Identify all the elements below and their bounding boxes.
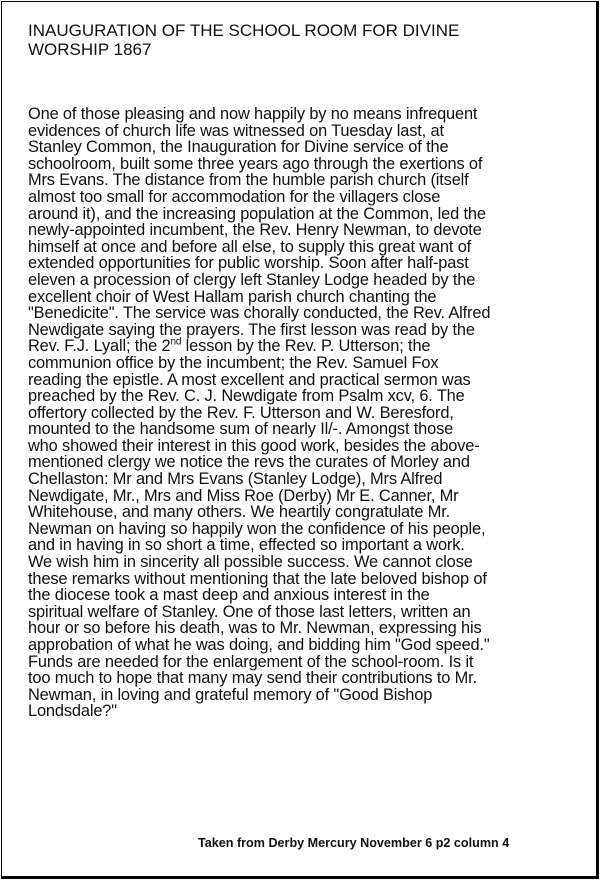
body-line-part: lesson by the Rev. P. Utterson; the bbox=[181, 337, 431, 356]
article-body bbox=[28, 106, 584, 720]
body-line: mounted to the handsome sum of nearly Il/-. Amongst those bbox=[28, 420, 454, 439]
body-line: excellent choir of West Hallam parish church chanting the bbox=[28, 287, 437, 306]
body-line: We wish him in sincerity all possible success. We cannot close bbox=[28, 553, 473, 572]
body-line: One of those pleasing and now happily by no means infrequent bbox=[28, 105, 478, 123]
body-line: too much to hope that many may send their contributions to Mr. bbox=[28, 669, 477, 688]
body-line: "Benedicite". The service was chorally conducted, the Rev. Alfred bbox=[28, 304, 491, 323]
body-line: spiritual welfare of Stanley. One of those last letters, written an bbox=[28, 602, 471, 621]
body-line: extended opportunities for public worship. Soon after half-past bbox=[28, 254, 469, 273]
title-line-1: INAUGURATION OF THE SCHOOL ROOM FOR DIVINE bbox=[28, 21, 460, 40]
body-line: Funds are needed for the enlargement of the school-room. Is it bbox=[28, 652, 474, 671]
body-line: offertory collected by the Rev. F. Utterson and W. Beresford, bbox=[28, 403, 454, 422]
body-line: himself at once and before all else, to supply this great want of bbox=[28, 237, 472, 256]
body-line: Newman, in loving and grateful memory of "Good Bishop bbox=[28, 685, 433, 704]
body-line: Newdigate saying the prayers. The first lesson was read by the bbox=[28, 320, 475, 339]
body-line: Whitehouse, and many others. We heartily congratulate Mr. bbox=[28, 503, 451, 522]
body-line: hour or so before his death, was to Mr. Newman, expressing his bbox=[28, 619, 482, 638]
body-line: these remarks without mentioning that the late beloved bishop of bbox=[28, 569, 487, 588]
body-line: preached by the Rev. C. J. Newdigate from Psalm xcv, 6. The bbox=[28, 387, 465, 406]
body-line: schoolroom, built some three years ago through the exertions of bbox=[28, 154, 483, 173]
body-line: Newdigate, Mr., Mrs and Miss Roe (Derby) Mr E. Canner, Mr bbox=[28, 486, 459, 505]
body-line: and in having in so short a time, effected so important a work. bbox=[28, 536, 465, 555]
body-line: Mrs Evans. The distance from the humble parish church (itself bbox=[28, 171, 469, 190]
document-title bbox=[28, 21, 568, 59]
body-line: almost too small for accommodation for the villagers close bbox=[28, 187, 441, 206]
body-line: newly-appointed incumbent, the Rev. Henry Newman, to devote bbox=[28, 221, 482, 240]
body-line: Newman on having so happily won the confidence of his people, bbox=[28, 519, 486, 538]
body-line: mentioned clergy we notice the revs the curates of Morley and bbox=[28, 453, 470, 472]
title-line-2: WORSHIP 1867 bbox=[28, 40, 152, 59]
body-line: communion office by the incumbent; the Rev. Samuel Fox bbox=[28, 353, 439, 372]
body-line: approbation of what he was doing, and bidding him "God speed." bbox=[28, 636, 490, 654]
body-line: evidences of church life was witnessed on Tuesday last, at bbox=[28, 121, 444, 140]
ordinal-superscript: nd bbox=[170, 336, 182, 348]
body-line: who showed their interest in this good work, besides the above- bbox=[28, 436, 480, 455]
body-line: eleven a procession of clergy left Stanley Lodge headed by the bbox=[28, 270, 476, 289]
document-page bbox=[1, 1, 599, 879]
body-line: Chellaston: Mr and Mrs Evans (Stanley Lodge), Mrs Alfred bbox=[28, 470, 443, 489]
body-line-superscript bbox=[28, 338, 584, 355]
body-line-part: Rev. F.J. Lyall; the 2 bbox=[28, 337, 171, 356]
body-line: reading the epistle. A most excellent and practical sermon was bbox=[28, 370, 471, 389]
body-line: Londsdale?" bbox=[28, 702, 117, 721]
body-line: the diocese took a mast deep and anxious interest in the bbox=[28, 586, 430, 605]
body-line: Stanley Common, the Inauguration for Divine service of the bbox=[28, 138, 449, 157]
source-citation: Taken from Derby Mercury November 6 p2 column 4 bbox=[198, 836, 510, 850]
body-line: around it), and the increasing population at the Common, led the bbox=[28, 204, 486, 223]
